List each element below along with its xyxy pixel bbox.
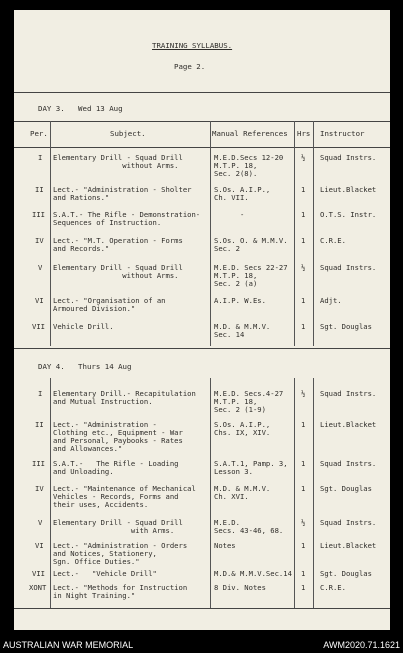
row-per: III <box>32 210 45 219</box>
row-subject: Elementary Drill.- Recapitulation <box>53 389 196 398</box>
row-subject: Elementary Drill - Squad Drill <box>53 263 183 272</box>
row-subject: Lect.- "M.T. Operation - Forms <box>53 236 183 245</box>
row-manual: S.A.T.1, Pamp. 3, <box>214 459 288 468</box>
row-manual: S.Os. A.I.P., <box>214 185 271 194</box>
row-per: IV <box>35 236 44 245</box>
top-rule <box>14 92 390 93</box>
row-hrs: 1 <box>301 236 306 245</box>
col-header-instructor: Instructor <box>320 129 365 138</box>
day3-heading: DAY 3. Wed 13 Aug <box>38 104 123 113</box>
row-hrs: 1 <box>301 210 306 219</box>
row-subject: Lect.- "Administration - Sholter <box>53 185 192 194</box>
col-header-subject: Subject. <box>110 129 146 138</box>
row-subject: Sgn. Office Duties." <box>53 557 140 566</box>
row-per: V <box>38 263 43 272</box>
row-per: III <box>32 459 45 468</box>
row-manual: A.I.P. W.Es. <box>214 296 266 305</box>
row-instructor: Squad Instrs. <box>320 389 377 398</box>
row-hrs: 1 <box>301 541 306 550</box>
row-per: I <box>38 153 43 162</box>
row-subject: S.A.T.- The Rifle - Demonstration- <box>53 210 201 219</box>
col-header-manual: Manual References <box>212 129 288 138</box>
row-subject: in Night Training." <box>53 591 136 600</box>
col-divider <box>50 121 51 346</box>
row-manual: S.Os. O. & M.M.V. <box>214 236 288 245</box>
row-subject: Clothing etc., Equipment - War <box>53 428 183 437</box>
row-hrs: 1 <box>301 459 306 468</box>
row-per: V <box>38 518 43 527</box>
row-subject: and Records." <box>53 244 110 253</box>
row-subject: Lect.- "Organisation of an <box>53 296 166 305</box>
row-subject: Vehicle Drill. <box>53 322 114 331</box>
row-manual: Sec. 2 (a) <box>214 279 258 288</box>
row-instructor: C.R.E. <box>320 583 346 592</box>
header-top-rule <box>14 121 390 122</box>
row-instructor: Squad Instrs. <box>320 153 377 162</box>
row-manual: Sec. 2 <box>214 244 240 253</box>
row-hrs: ½ <box>301 389 306 398</box>
row-instructor: Sgt. Douglas <box>320 322 372 331</box>
col-divider <box>294 121 295 346</box>
row-per: VII <box>32 569 45 578</box>
document-page <box>14 10 390 630</box>
row-hrs: 1 <box>301 185 306 194</box>
section-rule <box>14 348 390 349</box>
row-instructor: Sgt. Douglas <box>320 569 372 578</box>
row-per: VII <box>32 322 45 331</box>
archive-footer <box>0 637 403 653</box>
row-manual: Lesson 3. <box>214 467 253 476</box>
row-manual: M.E.D.Secs 12-20 <box>214 153 284 162</box>
row-subject: Elementary Drill - Squad Drill <box>53 153 183 162</box>
row-subject: Lect.- "Methods for Instruction <box>53 583 188 592</box>
row-manual: Secs. 43-46, 68. <box>214 526 284 535</box>
row-per: II <box>35 420 44 429</box>
row-subject: and Allowances." <box>53 444 123 453</box>
row-manual: M.D. & M.M.V. <box>214 322 271 331</box>
row-manual: M.E.D. <box>214 518 240 527</box>
row-manual: - <box>240 210 245 219</box>
row-per: IV <box>35 484 44 493</box>
row-manual: M.E.D. Secs 22-27 <box>214 263 288 272</box>
row-manual: Sec. 2 (1-9) <box>214 405 266 414</box>
row-instructor: C.R.E. <box>320 236 346 245</box>
institution-label: AUSTRALIAN WAR MEMORIAL <box>3 640 134 650</box>
day4-heading: DAY 4. Thurs 14 Aug <box>38 362 132 371</box>
col-header-hrs: Hrs <box>297 129 311 138</box>
row-instructor: O.T.S. Instr. <box>320 210 377 219</box>
row-subject: Lect.- "Maintenance of Mechanical <box>53 484 196 493</box>
row-manual: M.D. & M.M.V. <box>214 484 271 493</box>
row-subject: their uses, Accidents. <box>53 500 149 509</box>
document-title: TRAINING SYLLABUS. <box>152 41 233 50</box>
page-number: Page 2. <box>174 62 206 71</box>
row-subject: and Notices, Stationery, <box>53 549 157 558</box>
row-subject: Lect.- "Administration - <box>53 420 157 429</box>
row-manual: 8 Div. Notes <box>214 583 266 592</box>
col-header-per: Per. <box>30 129 48 138</box>
row-manual: M.T.P. 18, <box>214 161 258 170</box>
row-subject: Lect.- "Vehicle Drill" <box>53 569 157 578</box>
row-instructor: Sgt. Douglas <box>320 484 372 493</box>
col-divider <box>313 378 314 608</box>
row-hrs: 1 <box>301 296 306 305</box>
col-divider <box>50 378 51 608</box>
row-subject: with Arms. <box>53 526 175 535</box>
row-hrs: 1 <box>301 569 306 578</box>
header-bottom-rule <box>14 147 390 148</box>
row-subject: Lect.- "Administration - Orders <box>53 541 188 550</box>
row-subject: Elementary Drill - Squad Drill <box>53 518 183 527</box>
row-instructor: Adjt. <box>320 296 342 305</box>
row-instructor: Lieut.Blacket <box>320 541 377 550</box>
row-hrs: 1 <box>301 420 306 429</box>
row-manual: Chs. IX, XIV. <box>214 428 271 437</box>
row-instructor: Lieut.Blacket <box>320 185 377 194</box>
col-divider <box>294 378 295 608</box>
row-per: VI <box>35 541 44 550</box>
col-divider <box>210 378 211 608</box>
row-instructor: Squad Instrs. <box>320 459 377 468</box>
col-divider <box>313 121 314 346</box>
col-divider <box>210 121 211 346</box>
row-hrs: ½ <box>301 153 306 162</box>
row-subject: without Arms. <box>53 161 179 170</box>
row-subject: and Mutual Instruction. <box>53 397 153 406</box>
row-manual: M.D.& M.M.V.Sec.14 <box>214 569 292 578</box>
row-subject: and Personal, Paybooks - Rates <box>53 436 183 445</box>
row-subject: Armoured Division." <box>53 304 136 313</box>
row-manual: Ch. VII. <box>214 193 249 202</box>
row-manual: Ch. XVI. <box>214 492 249 501</box>
row-manual: Sec. 14 <box>214 330 245 339</box>
row-manual: M.T.P. 18, <box>214 271 258 280</box>
row-subject: Sequences of Instruction. <box>53 218 162 227</box>
row-per: II <box>35 185 44 194</box>
row-per: VI <box>35 296 44 305</box>
row-manual: Sec. 2(8). <box>214 169 258 178</box>
row-per: I <box>38 389 43 398</box>
row-hrs: 1 <box>301 484 306 493</box>
row-manual: M.E.D. Secs.4-27 <box>214 389 284 398</box>
row-hrs: ½ <box>301 518 306 527</box>
bottom-rule <box>14 608 390 609</box>
row-instructor: Lieut.Blacket <box>320 420 377 429</box>
row-instructor: Squad Instrs. <box>320 518 377 527</box>
row-hrs: 1 <box>301 322 306 331</box>
row-hrs: ½ <box>301 263 306 272</box>
row-instructor: Squad Instrs. <box>320 263 377 272</box>
row-manual: Notes <box>214 541 236 550</box>
accession-number: AWM2020.71.1621 <box>323 640 400 650</box>
row-subject: and Unloading. <box>53 467 114 476</box>
row-manual: S.Os. A.I.P., <box>214 420 271 429</box>
row-subject: without Arms. <box>53 271 179 280</box>
row-subject: and Rations." <box>53 193 110 202</box>
row-hrs: 1 <box>301 583 306 592</box>
row-subject: Vehicles - Records, Forms and <box>53 492 179 501</box>
row-subject: S.A.T.- The Rifle - Loading <box>53 459 179 468</box>
row-manual: M.T.P. 18, <box>214 397 258 406</box>
row-per: XONT <box>29 583 47 592</box>
